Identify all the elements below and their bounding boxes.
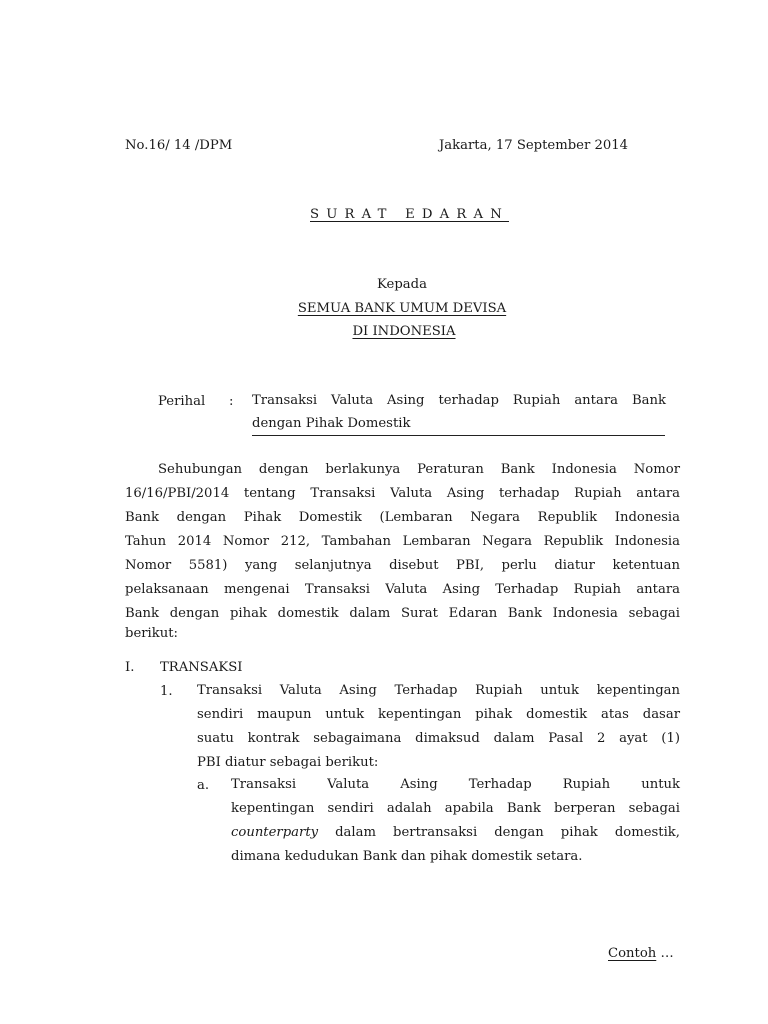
kepada-label: Kepada (377, 277, 427, 292)
title-text: SURAT EDARAN (310, 207, 509, 222)
subitem-letter: a. (197, 778, 210, 793)
intro-line: pelaksanaan mengenai Transaksi Valuta Asing Terhadap Rupiah antara (125, 582, 680, 597)
document-title (310, 207, 509, 222)
perihal-underline (252, 435, 665, 436)
recipient-line-2-text: DI INDONESIA (352, 324, 456, 339)
item-line: Transaksi Valuta Asing Terhadap Rupiah untuk kepentingan (197, 683, 680, 698)
item-line: suatu kontrak sebagaimana dimaksud dalam Pasal 2 ayat (1) (197, 731, 680, 746)
intro-line: berikut: (125, 626, 178, 641)
item-line: PBI diatur sebagai berikut: (197, 755, 379, 770)
subitem-line-3-rest: dalam bertransaksi dengan pihak domestik, (318, 825, 680, 840)
catchword-ellipsis: … (656, 946, 674, 961)
section-heading: TRANSAKSI (160, 660, 243, 675)
intro-line: 16/16/PBI/2014 tentang Transaksi Valuta Asing terhadap Rupiah antara (125, 486, 680, 501)
recipient-line-1 (0, 301, 768, 316)
intro-line: Sehubungan dengan berlakunya Peraturan Bank Indonesia Nomor (158, 462, 680, 477)
item-line: sendiri maupun untuk kepentingan pihak domestik atas dasar (197, 707, 680, 722)
catchword-text: Contoh (608, 946, 657, 961)
subitem-line: Transaksi Valuta Asing Terhadap Rupiah untuk (231, 777, 680, 792)
intro-line: Bank dengan Pihak Domestik (Lembaran Negara Republik Indonesia (125, 510, 680, 525)
recipient-line-2 (0, 324, 768, 339)
recipient-line-1-text: SEMUA BANK UMUM DEVISA (297, 301, 507, 316)
subitem-line-3 (231, 821, 680, 845)
intro-line: Tahun 2014 Nomor 212, Tambahan Lembaran Negara Republik Indonesia (125, 534, 680, 549)
intro-line: Bank dengan pihak domestik dalam Surat Edaran Bank Indonesia sebagai (125, 606, 680, 621)
letter-number: No.16/ 14 /DPM (125, 138, 233, 153)
intro-line: Nomor 5581) yang selanjutnya disebut PBI, perlu diatur ketentuan (125, 558, 680, 573)
place-date: Jakarta, 17 September 2014 (439, 138, 629, 153)
perihal-line-2: dengan Pihak Domestik (252, 416, 411, 431)
catchword (608, 946, 674, 961)
subitem-line: kepentingan sendiri adalah apabila Bank berperan sebagai (231, 801, 680, 816)
subitem-line: dimana kedudukan Bank dan pihak domestik setara. (231, 849, 583, 864)
counterparty-term: counterparty (231, 825, 319, 840)
section-numeral: I. (125, 660, 135, 675)
perihal-label: Perihal (158, 394, 206, 409)
perihal-line-1: Transaksi Valuta Asing terhadap Rupiah antara Bank (252, 393, 666, 408)
perihal-colon: : (229, 394, 234, 409)
item-number: 1. (160, 684, 173, 699)
